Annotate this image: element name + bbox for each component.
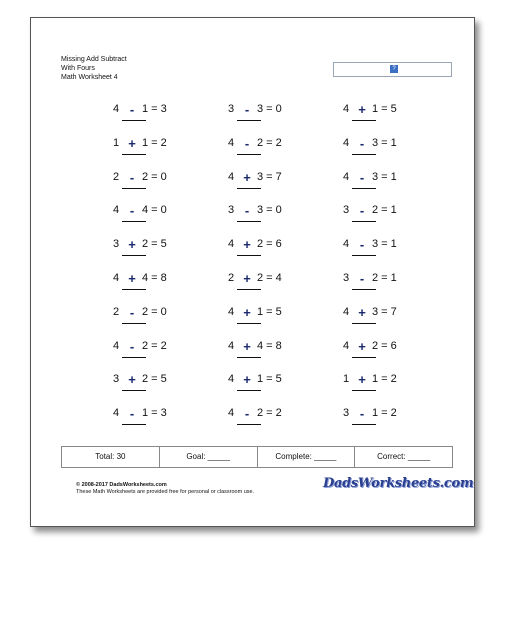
copyright-line: © 2008-2017 DadsWorksheets.com [76, 482, 167, 488]
problem [228, 204, 308, 224]
header-title: Missing Add Subtract [61, 56, 127, 63]
header-worksheet-number: Math Worksheet 4 [61, 74, 118, 81]
problem [113, 340, 193, 360]
equation-rest: 2 = 5 [142, 373, 167, 386]
problem [343, 340, 423, 360]
minus-sign: - [359, 237, 365, 253]
answer-blank[interactable] [122, 357, 146, 358]
plus-sign: + [243, 338, 251, 354]
answer-blank[interactable] [237, 255, 261, 256]
first-number: 4 [228, 339, 235, 352]
answer-blank[interactable] [352, 154, 376, 155]
equation-rest: 3 = 1 [372, 136, 397, 149]
problem [113, 204, 193, 224]
plus-sign: + [358, 338, 366, 354]
first-number: 4 [343, 238, 350, 251]
problem [343, 272, 423, 292]
score-table [61, 446, 453, 468]
copyright [76, 482, 254, 496]
answer-blank[interactable] [237, 221, 261, 222]
equation-rest: 2 = 2 [257, 136, 282, 149]
equation-rest: 3 = 0 [257, 204, 282, 217]
first-number: 4 [113, 407, 120, 420]
equation-rest: 1 = 2 [372, 373, 397, 386]
problem [228, 340, 308, 360]
equation-rest: 1 = 5 [257, 373, 282, 386]
equation-rest: 4 = 0 [142, 204, 167, 217]
plus-sign: + [358, 304, 366, 320]
answer-blank[interactable] [352, 390, 376, 391]
worksheet-page [30, 17, 475, 527]
first-number: 3 [343, 407, 350, 420]
first-number: 4 [228, 136, 235, 149]
plus-sign: + [243, 169, 251, 185]
first-number: 4 [228, 305, 235, 318]
name-field[interactable] [333, 62, 452, 77]
answer-blank[interactable] [122, 221, 146, 222]
equation-rest: 2 = 6 [257, 238, 282, 251]
plus-sign: + [128, 135, 136, 151]
equation-rest: 3 = 0 [257, 103, 282, 115]
answer-blank[interactable] [237, 323, 261, 324]
plus-sign: + [128, 237, 136, 253]
answer-blank[interactable] [352, 188, 376, 189]
plus-sign: + [243, 372, 251, 388]
problem [113, 171, 193, 191]
answer-blank[interactable] [352, 323, 376, 324]
answer-blank[interactable] [122, 154, 146, 155]
answer-blank[interactable] [352, 120, 376, 121]
first-number: 3 [113, 373, 120, 386]
equation-rest: 2 = 0 [142, 305, 167, 318]
complete-cell: Complete: _____ [258, 447, 356, 467]
minus-sign: - [129, 203, 135, 219]
minus-sign: - [129, 304, 135, 320]
problem [228, 238, 308, 258]
problem [343, 238, 423, 258]
minus-sign: - [129, 406, 135, 422]
problem [113, 238, 193, 258]
equation-rest: 4 = 8 [142, 272, 167, 284]
first-number: 3 [343, 272, 350, 284]
equation-rest: 1 = 5 [257, 305, 282, 318]
minus-sign: - [129, 338, 135, 354]
equation-rest: 4 = 8 [257, 339, 282, 352]
plus-sign: + [128, 372, 136, 388]
problem [113, 306, 193, 326]
minus-sign: - [244, 102, 250, 117]
problem [113, 137, 193, 157]
answer-blank[interactable] [352, 424, 376, 425]
first-number: 4 [228, 238, 235, 251]
problem [343, 103, 423, 123]
first-number: 4 [113, 204, 120, 217]
first-number: 4 [228, 407, 235, 420]
plus-sign: + [243, 304, 251, 320]
worksheet-header [61, 55, 127, 82]
first-number: 4 [228, 170, 235, 183]
problem [343, 373, 423, 393]
plus-sign: + [243, 237, 251, 253]
first-number: 4 [228, 373, 235, 386]
answer-blank[interactable] [352, 357, 376, 358]
problem [343, 407, 423, 427]
problem [228, 171, 308, 191]
equation-rest: 2 = 0 [142, 170, 167, 183]
minus-sign: - [359, 135, 365, 151]
problem [228, 137, 308, 157]
minus-sign: - [359, 203, 365, 219]
answer-blank[interactable] [237, 188, 261, 189]
problem [113, 407, 193, 427]
first-number: 4 [113, 103, 120, 115]
problem [113, 272, 193, 292]
equation-rest: 2 = 2 [257, 407, 282, 420]
plus-sign: + [358, 102, 366, 117]
first-number: 3 [228, 103, 235, 115]
plus-sign: + [243, 271, 251, 286]
equation-rest: 1 = 3 [142, 103, 167, 115]
first-number: 2 [113, 305, 120, 318]
answer-blank[interactable] [352, 221, 376, 222]
header-subtitle: With Fours [61, 65, 95, 72]
equation-rest: 1 = 2 [142, 136, 167, 149]
answer-blank[interactable] [122, 390, 146, 391]
answer-blank[interactable] [237, 357, 261, 358]
equation-rest: 2 = 2 [142, 339, 167, 352]
first-number: 1 [113, 136, 120, 149]
answer-blank[interactable] [122, 424, 146, 425]
first-number: 2 [228, 272, 235, 284]
minus-sign: - [244, 406, 250, 422]
first-number: 4 [343, 170, 350, 183]
minus-sign: - [244, 135, 250, 151]
help-icon: ? [390, 65, 398, 73]
correct-cell: Correct: _____ [377, 452, 431, 461]
equation-rest: 3 = 7 [372, 305, 397, 318]
answer-blank[interactable] [237, 390, 261, 391]
problem [343, 306, 423, 326]
problem [228, 306, 308, 326]
first-number: 4 [343, 136, 350, 149]
equation-rest: 2 = 1 [372, 272, 397, 284]
problem [228, 272, 308, 292]
equation-rest: 1 = 3 [142, 407, 167, 420]
minus-sign: - [129, 169, 135, 185]
minus-sign: - [359, 169, 365, 185]
answer-blank[interactable] [237, 154, 261, 155]
minus-sign: - [359, 406, 365, 422]
answer-blank[interactable] [237, 424, 261, 425]
goal-cell: Goal: _____ [160, 447, 258, 467]
first-number: 4 [343, 339, 350, 352]
first-number: 3 [228, 204, 235, 217]
problem [343, 204, 423, 224]
minus-sign: - [359, 271, 365, 286]
problem [113, 103, 193, 123]
first-number: 3 [343, 204, 350, 217]
equation-rest: 2 = 4 [257, 272, 282, 284]
dadsworksheets-logo[interactable]: DadsWorksheets.com [323, 476, 474, 491]
equation-rest: 1 = 2 [372, 407, 397, 420]
first-number: 3 [113, 238, 120, 251]
first-number: 1 [343, 373, 350, 386]
problem [343, 171, 423, 191]
minus-sign: - [129, 102, 135, 117]
answer-blank[interactable] [237, 120, 261, 121]
problem [113, 373, 193, 393]
equation-rest: 3 = 1 [372, 238, 397, 251]
equation-rest: 2 = 5 [142, 238, 167, 251]
first-number: 4 [343, 103, 350, 115]
problem [228, 407, 308, 427]
equation-rest: 1 = 5 [372, 103, 397, 115]
answer-blank[interactable] [237, 289, 261, 290]
first-number: 4 [343, 305, 350, 318]
answer-blank[interactable] [122, 188, 146, 189]
usage-note: These Math Worksheets are provided free for personal or classroom use. [76, 489, 255, 495]
problem [228, 373, 308, 393]
first-number: 2 [113, 170, 120, 183]
answer-blank[interactable] [122, 255, 146, 256]
first-number: 4 [113, 272, 120, 284]
first-number: 4 [113, 339, 120, 352]
equation-rest: 3 = 1 [372, 170, 397, 183]
problem [228, 103, 308, 123]
plus-sign: + [358, 372, 366, 388]
total-cell: Total: 30 [62, 447, 160, 467]
equation-rest: 3 = 7 [257, 170, 282, 183]
answer-blank[interactable] [352, 289, 376, 290]
answer-blank[interactable] [122, 120, 146, 121]
answer-blank[interactable] [122, 289, 146, 290]
answer-blank[interactable] [122, 323, 146, 324]
plus-sign: + [128, 271, 136, 286]
equation-rest: 2 = 6 [372, 339, 397, 352]
problem [343, 137, 423, 157]
equation-rest: 2 = 1 [372, 204, 397, 217]
minus-sign: - [244, 203, 250, 219]
answer-blank[interactable] [352, 255, 376, 256]
